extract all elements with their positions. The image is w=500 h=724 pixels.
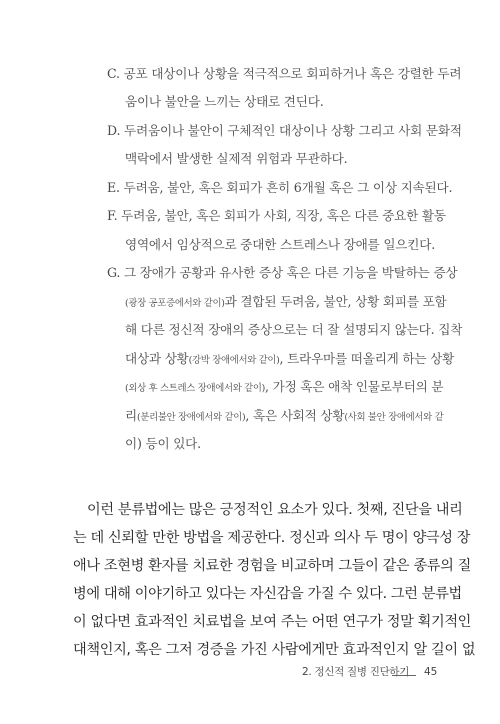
criterion-f-line-1: F. 두려움, 불안, 혹은 회피가 사회, 직장, 혹은 다른 중요한 활동: [107, 208, 446, 223]
criterion-g-line-7: 이) 등이 있다.: [125, 436, 201, 451]
criterion-g-line-4: [125, 349, 454, 369]
agoraphobia-note: (광장 공포증에서와 같이): [125, 298, 225, 309]
paragraph-line-3: 애나 조현병 환자를 치료한 경험을 비교하며 그들이 같은 종류의 질: [73, 558, 472, 574]
page-footer: [0, 663, 500, 681]
criterion-g-line-6: [125, 406, 443, 426]
criterion-d-line-2: 맥락에서 발생한 실제적 위험과 무관하다.: [125, 151, 348, 166]
criterion-d-line-1: D. 두려움이나 불안이 구체적인 대상이나 상황 그리고 사회 문화적: [107, 123, 462, 138]
criterion-f-line-2: 영역에서 임상적으로 중대한 스트레스나 장애를 일으킨다.: [125, 237, 435, 252]
paragraph-line-1: 이런 분류법에는 많은 긍정적인 요소가 있다. 첫째, 진단을 내리: [87, 502, 463, 518]
paragraph-line-2: 는 데 신뢰할 만한 방법을 제공한다. 정신과 의사 두 명이 양극성 장: [73, 530, 471, 546]
criterion-c-line-2: 움이나 불안을 느끼는 상태로 견딘다.: [125, 94, 324, 109]
criterion-g-line-3: 해 다른 정신적 장애의 증상으로는 더 잘 설명되지 않는다. 집착: [125, 322, 463, 337]
paragraph-line-6: 대책인지, 혹은 그저 경증을 가진 사람에게만 효과적인지 알 길이 없: [73, 642, 476, 658]
criterion-g-line-6-start: 리: [125, 408, 137, 423]
criterion-g-line-1: G. 그 장애가 공황과 유사한 증상 혹은 다른 기능을 박탈하는 증상: [107, 265, 458, 280]
chapter-title: 2. 정신적 질병 진단하기: [302, 666, 410, 678]
footer-rule: [392, 675, 416, 676]
ocd-note: (강박 장애에서와 같이): [188, 355, 280, 366]
criterion-e-line-1: E. 두려움, 불안, 혹은 회피가 흔히 6개월 혹은 그 이상 지속된다.: [107, 180, 453, 195]
criterion-g-line-2-text: 과 결합된 두려움, 불안, 상황 회피를 포함: [224, 294, 447, 309]
criterion-g-line-4-start: 대상과 상황: [125, 351, 189, 366]
criterion-g-line-5: [125, 377, 443, 397]
criterion-g-line-5-text: , 가정 혹은 애착 인물로부터의 분: [265, 379, 444, 394]
ptsd-note: (외상 후 스트레스 장애에서와 같이): [125, 383, 266, 394]
criterion-g-line-6-mid: , 혹은 사회적 상황: [245, 408, 345, 423]
criterion-g-line-4-end: , 트라우마를 떠올리게 하는 상황: [279, 351, 455, 366]
paragraph-line-4: 병에 대해 이야기하고 있다는 자신감을 가질 수 있다. 그런 분류법: [73, 586, 462, 602]
paragraph-line-5: 이 없다면 효과적인 치료법을 보여 주는 어떤 연구가 정말 획기적인: [73, 614, 472, 630]
social-anxiety-note: (사회 불안 장애에서와 같: [344, 412, 444, 423]
separation-anxiety-note: (분리불안 장애에서와 같이): [136, 412, 246, 423]
page-number: 45: [424, 666, 438, 678]
criterion-c-line-1: C. 공포 대상이나 상황을 적극적으로 회피하거나 혹은 강렬한 두려: [107, 66, 462, 81]
criterion-g-line-2: [125, 292, 447, 312]
